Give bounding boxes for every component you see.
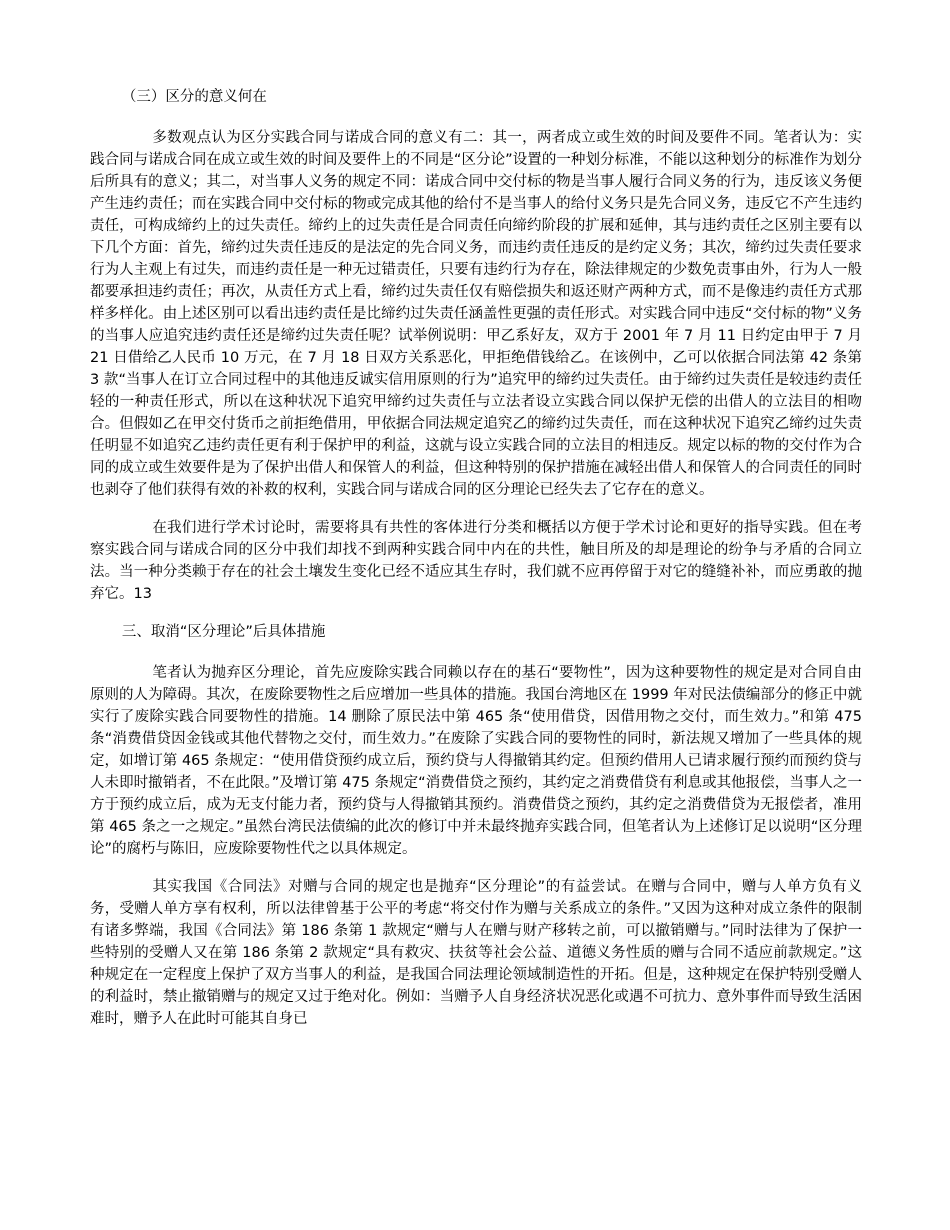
paragraph-academic-discussion: 在我们进行学术讨论时，需要将具有共性的客体进行分类和概括以方便于学术讨论和更好的指导实践。但在考察实践合同与诺成合同的区分中我们却找不到两种实践合同中内在的共性，触目所及的却是理论的纷争与矛盾的合同立法。当一种分类赖于存在的社会土壤发生变化已经不适应其生存时，我们就不应再停留于对它的缝缝补补，而应勇敢的抛弃它。13 [90, 520, 862, 602]
paragraph-significance-analysis: 多数观点认为区分实践合同与诺成合同的意义有二：其一，两者成立或生效的时间及要件不同。笔者认为：实践合同与诺成合同在成立或生效的时间及要件上的不同是“区分论”设置的一种划分标准，不能以这种划分的标准作为划分后所具有的意义；其二，对当事人义务的规定不同：诺成合同中交付标的物是当事人履行合同义务的行为，违反该义务便产生违约责任；而在实践合同中交付标的物或完成其他的给付不是当事人的给付义务只是先合同义务，违反它不产生违约责任，可构成缔约上的过失责任。缔约上的过失责任是合同责任向缔约阶段的扩展和延伸，其与违约责任之区别主要有以下几个方面：首先，缔约过失责任违反的是法定的先合同义务，而违约责任违反的是约定义务；其次，缔约过失责任要求行为人主观上有过失，而违约责任是一种无过错责任，只要有违约行为存在，除法律规定的少数免责事由外，行为人一般都要承担违约责任；再次，从责任方式上看，缔约过失责任仅有赔偿损失和返还财产两种方式，而不是像违约责任方式那样多样化。由上述区别可以看出违约责任是比缔约过失责任涵盖性更强的责任形式。对实践合同中违反“交付标的物”义务的当事人应追究违约责任还是缔约过失责任呢？试举例说明：甲乙系好友，双方于 2001 年 7 月 11 日约定由甲于 7 月 21 日借给乙人民币 10 万元，在 7 月 18 日双方关系恶化，甲拒绝借钱给乙。在该例中，乙可以依据合同法第 42 条第 3 款“当事人在订立合同过程中的其他违反诚实信用原则的行为”追究甲的缔约过失责任。由于缔约过失责任是较违约责任轻的一种责任形式，所以在这种状况下追究甲缔约过失责任与立法者设立实践合同以保护无偿的出借人的立法目的相吻合。但假如乙在甲交付货币之前拒绝借用，甲依据合同法规定追究乙的缔约过失责任，而在这种状况下追究乙缔约过失责任明显不如追究乙违约责任更有利于保护甲的利益，这就与设立实践合同的立法目的相违反。规定以标的物的交付作为合同的成立或生效要件是为了保护出借人和保管人的利益，但这种特别的保护措施在减轻出借人和保管人的合同责任的同时也剥夺了他们获得有效的补救的权利，实践合同与诺成合同的区分理论已经失去了它存在的意义。 [90, 130, 862, 498]
paragraph-taiwan-reform: 笔者认为抛弃区分理论，首先应废除实践合同赖以存在的基石“要物性”，因为这种要物性的规定是对合同自由原则的人为障碍。其次，在废除要物性之后应增加一些具体的措施。我国台湾地区在 1999 年对民法债编部分的修正中就实行了废除实践合同要物性的措施。14 删除了原民法中第 465 条“使用借贷，因借用物之交付，而生效力。”和第 475 条“消费借贷因金钱或其他代替物之交付，而生效力。”在废除了实践合同的要物性的同时，新法规又增加了一些具体的规定，如增订第 465 条规定：“使用借贷预约成立后，预约贷与人得撤销其约定。但预约借用人已请求履行预约而预约贷与人未即时撤销者，不在此限。”及增订第 475 条规定“消费借贷之预约，其约定之消费借贷有利息或其他报偿，当事人之一方于预约成立后，成为无支付能力者，预约贷与人得撤销其预约。消费借贷之预约，其约定之消费借贷为无报偿者，准用第 465 条之一之规定。”虽然台湾民法债编的此次的修订中并未最终抛弃实践合同，但笔者认为上述修订足以说明“区分理论”的腐朽与陈旧，应废除要物性代之以具体规定。 [90, 665, 862, 857]
paragraph-gift-contract: 其实我国《合同法》对赠与合同的规定也是抛弃“区分理论”的有益尝试。在赠与合同中，赠与人单方负有义务，受赠人单方享有权利，所以法律曾基于公平的考虑“将交付作为赠与关系成立的条件。”又因为这种对成立条件的限制有诸多弊端，我国《合同法》第 186 条第 1 款规定“赠与人在赠与财产移转之前，可以撤销赠与。”同时法律为了保护一些特别的受赠人又在第 186 条第 2 款规定“具有救灾、扶贫等社会公益、道德义务性质的赠与合同不适应前款规定。”这种规定在一定程度上保护了双方当事人的利益，是我国合同法理论领域制造性的开拓。但是，这种规定在保护特别受赠人的利益时，禁止撤销赠与的规定又过于绝对化。例如：当赠予人自身经济状况恶化或遇不可抗力、意外事件而导致生活困难时，赠予人在此时可能其自身已 [90, 879, 862, 1027]
section-heading-significance: （三）区分的意义何在 [121, 89, 267, 105]
section-heading-measures: 三、取消“区分理论”后具体措施 [121, 624, 326, 640]
document-page [90, 86, 862, 1030]
